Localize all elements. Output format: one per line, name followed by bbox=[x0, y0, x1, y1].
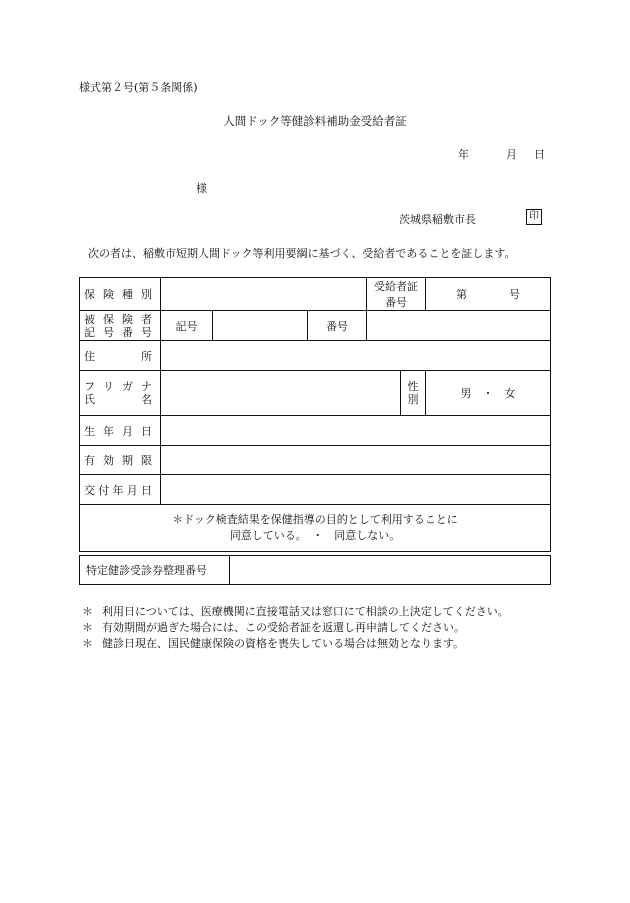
consent-line1: ＊ドック検査結果を保健指導の目的として利用することに bbox=[172, 513, 458, 526]
note-item bbox=[82, 620, 509, 636]
certification-statement: 次の者は、稲敷市短期人間ドック等利用要綱に基づく、受給者であることを証します。 bbox=[88, 247, 516, 260]
validity-text: 有 効 期 限 bbox=[84, 454, 152, 467]
name-value[interactable] bbox=[161, 371, 401, 416]
note-item bbox=[82, 604, 509, 620]
insurance-type-label bbox=[80, 278, 161, 311]
table-row bbox=[80, 416, 551, 446]
issue-date-value[interactable] bbox=[161, 475, 551, 505]
form-number: 様式第２号(第５条関係) bbox=[79, 81, 198, 94]
insurance-type-value[interactable] bbox=[161, 278, 367, 311]
address-label bbox=[80, 341, 161, 371]
specific-checkup-table bbox=[79, 555, 551, 585]
table-row bbox=[80, 278, 551, 311]
year-label: 年 bbox=[458, 148, 469, 161]
consent-cell[interactable] bbox=[80, 505, 551, 552]
sex-label bbox=[401, 371, 426, 416]
certificate-table bbox=[79, 277, 551, 552]
day-label: 日 bbox=[534, 148, 545, 161]
symbol-label: 記号 bbox=[161, 311, 213, 341]
note-text: 利用日については、医療機関に直接電話又は窓口にて相談の上決定してください。 bbox=[102, 605, 509, 618]
validity-value[interactable] bbox=[161, 446, 551, 475]
cert-no-prefix: 第 bbox=[456, 288, 467, 301]
issue-date-line bbox=[458, 146, 545, 162]
table-row bbox=[80, 446, 551, 475]
insured-symbol-label bbox=[80, 311, 161, 341]
note-marker: ＊ bbox=[82, 605, 93, 618]
insured-label-line2: 記 号 番 号 bbox=[84, 325, 152, 339]
sex-options[interactable]: 男 ・ 女 bbox=[426, 371, 551, 416]
table-row bbox=[80, 556, 551, 585]
note-marker: ＊ bbox=[82, 621, 93, 634]
document-title: 人間ドック等健診料補助金受給者証 bbox=[223, 114, 407, 128]
symbol-value[interactable] bbox=[213, 311, 308, 341]
address-text: 住 所 bbox=[84, 349, 152, 363]
birth-date-value[interactable] bbox=[161, 416, 551, 446]
sex-label-line2: 別 bbox=[407, 393, 419, 406]
address-value[interactable] bbox=[161, 341, 551, 371]
birth-date-label bbox=[80, 416, 161, 446]
issue-date-text: 交 付 年 月 日 bbox=[84, 483, 152, 497]
number-label: 番号 bbox=[308, 311, 367, 341]
note-item bbox=[82, 636, 509, 652]
sex-label-line1: 性 bbox=[407, 380, 419, 393]
recipient-cert-no-value[interactable] bbox=[426, 278, 551, 311]
recipient-suffix: 様 bbox=[196, 182, 207, 195]
consent-line2: 同意している。 ・ 同意しない。 bbox=[229, 529, 401, 542]
table-row bbox=[80, 341, 551, 371]
seal-box: 印 bbox=[526, 209, 542, 225]
furigana-name-label bbox=[80, 371, 161, 416]
insured-label-line1: 被 保 険 者 bbox=[84, 312, 152, 326]
birth-date-text: 生 年 月 日 bbox=[84, 424, 152, 438]
specific-checkup-label: 特定健診受診券整理番号 bbox=[80, 556, 230, 585]
cert-no-suffix: 号 bbox=[509, 288, 520, 301]
number-value[interactable] bbox=[367, 311, 551, 341]
month-label: 月 bbox=[506, 148, 517, 161]
name-text: 氏 名 bbox=[84, 393, 152, 406]
specific-checkup-value[interactable] bbox=[230, 556, 551, 585]
issue-date-label bbox=[80, 475, 161, 505]
table-row bbox=[80, 505, 551, 552]
note-text: 健診日現在、国民健康保険の資格を喪失している場合は無効となります。 bbox=[102, 637, 465, 650]
table-row bbox=[80, 475, 551, 505]
furigana-text: フ リ ガ ナ bbox=[84, 380, 152, 393]
validity-label bbox=[80, 446, 161, 475]
table-row bbox=[80, 311, 551, 341]
table-row bbox=[80, 371, 551, 416]
insurance-type-text: 保 険 種 別 bbox=[84, 288, 152, 301]
notes-list bbox=[82, 604, 509, 652]
note-text: 有効期間が過ぎた場合には、この受給者証を返還し再申請してください。 bbox=[102, 621, 465, 634]
recipient-cert-no-label: 受給者証番号 bbox=[367, 278, 426, 311]
issuer-name: 茨城県稲敷市長 bbox=[399, 213, 476, 226]
note-marker: ＊ bbox=[82, 637, 93, 650]
